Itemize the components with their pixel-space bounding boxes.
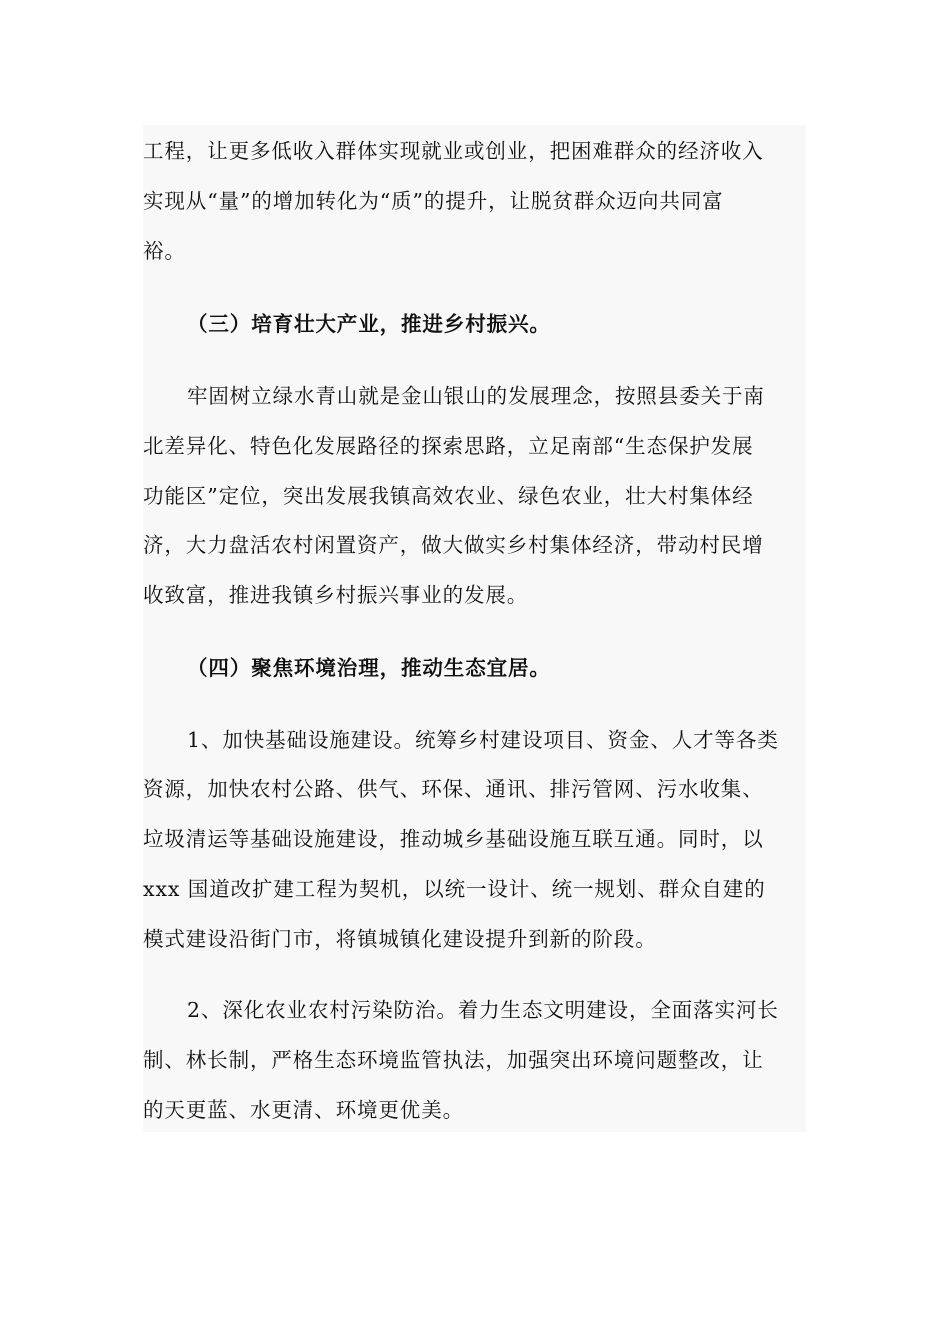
paragraph-line: 牢固树立绿水青山就是金山银山的发展理念，按照县委关于南 (187, 384, 765, 408)
paragraph-line: xxx 国道改扩建工程为契机，以统一设计、统一规划、群众自建的 (143, 877, 766, 901)
paragraph-line: 工程，让更多低收入群体实现就业或创业，把困难群众的经济收入 (143, 139, 764, 163)
paragraph-line: 模式建设沿街门市，将镇城镇化建设提升到新的阶段。 (143, 927, 657, 951)
paragraph-line: 制、林长制，严格生态环境监管执法，加强突出环境问题整改，让 (143, 1048, 764, 1072)
paragraph-line: 1、加快基础设施建设。统筹乡村建设项目、资金、人才等各类 (187, 728, 779, 752)
section-heading-4: （四）聚焦环境治理，推动生态宜居。 (187, 656, 551, 680)
paragraph-line: 垃圾清运等基础设施建设，推动城乡基础设施互联互通。同时，以 (143, 827, 764, 851)
paragraph-line: 资源，加快农村公路、供气、环保、通讯、排污管网、污水收集、 (143, 777, 764, 801)
paragraph-line: 实现从“量”的增加转化为“质”的提升，让脱贫群众迈向共同富 (143, 189, 724, 213)
paragraph-line: 北差异化、特色化发展路径的探索思路，立足南部“生态保护发展 (143, 434, 754, 458)
document-page (143, 125, 806, 1132)
paragraph-line: 的天更蓝、水更清、环境更优美。 (143, 1098, 464, 1122)
paragraph-line: 裕。 (143, 239, 186, 263)
paragraph-line: 2、深化农业农村污染防治。着力生态文明建设，全面落实河长 (187, 998, 779, 1022)
paragraph-line: 济，大力盘活农村闲置资产，做大做实乡村集体经济，带动村民增 (143, 533, 764, 557)
section-heading-3: （三）培育壮大产业，推进乡村振兴。 (187, 312, 551, 336)
paragraph-line: 功能区”定位，突出发展我镇高效农业、绿色农业，壮大村集体经 (143, 484, 754, 508)
paragraph-line: 收致富，推进我镇乡村振兴事业的发展。 (143, 583, 529, 607)
